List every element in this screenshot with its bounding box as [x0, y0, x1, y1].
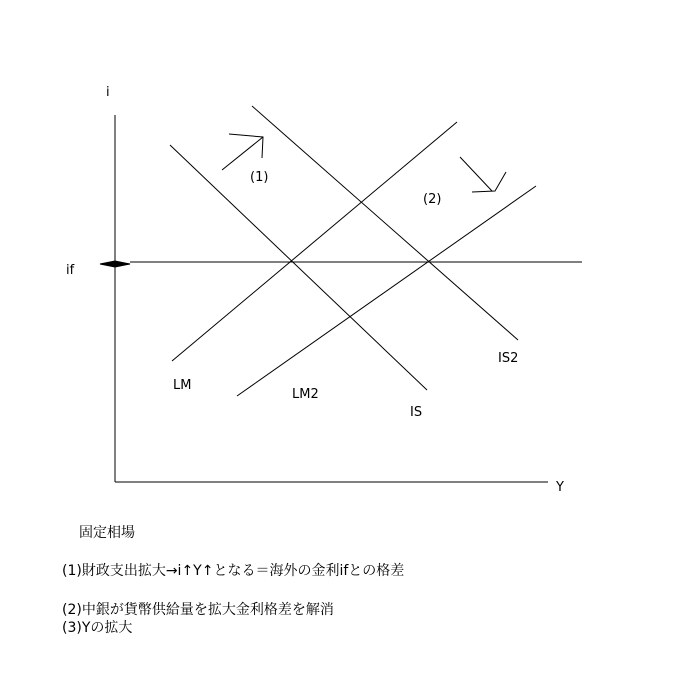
caption-title: 固定相場	[79, 525, 135, 541]
is2-curve	[252, 106, 518, 340]
is-label: IS	[410, 405, 423, 420]
if-label: if	[66, 263, 75, 278]
is2-label: IS2	[498, 351, 519, 366]
shift-arrow-1-head	[229, 134, 263, 158]
step-2-label: (2)	[423, 192, 442, 207]
if-marker	[100, 261, 130, 267]
lm2-label: LM2	[292, 387, 319, 402]
lm-label: LM	[173, 378, 192, 393]
x-axis-label: Y	[556, 480, 564, 495]
caption-line-2: (2)中銀が貨幣供給量を拡大金利格差を解消	[62, 602, 334, 618]
step-1-label: (1)	[250, 170, 269, 185]
caption-line-3: (3)Yの拡大	[62, 620, 133, 636]
lm-curve	[172, 122, 457, 361]
y-axis-label: i	[106, 85, 110, 100]
lm2-curve	[237, 186, 536, 396]
caption-line-1: (1)財政支出拡大→i↑Y↑となる＝海外の金利ifとの格差	[62, 563, 405, 579]
shift-arrow-2-shaft	[460, 157, 492, 191]
shift-arrow-1-shaft	[222, 137, 263, 170]
